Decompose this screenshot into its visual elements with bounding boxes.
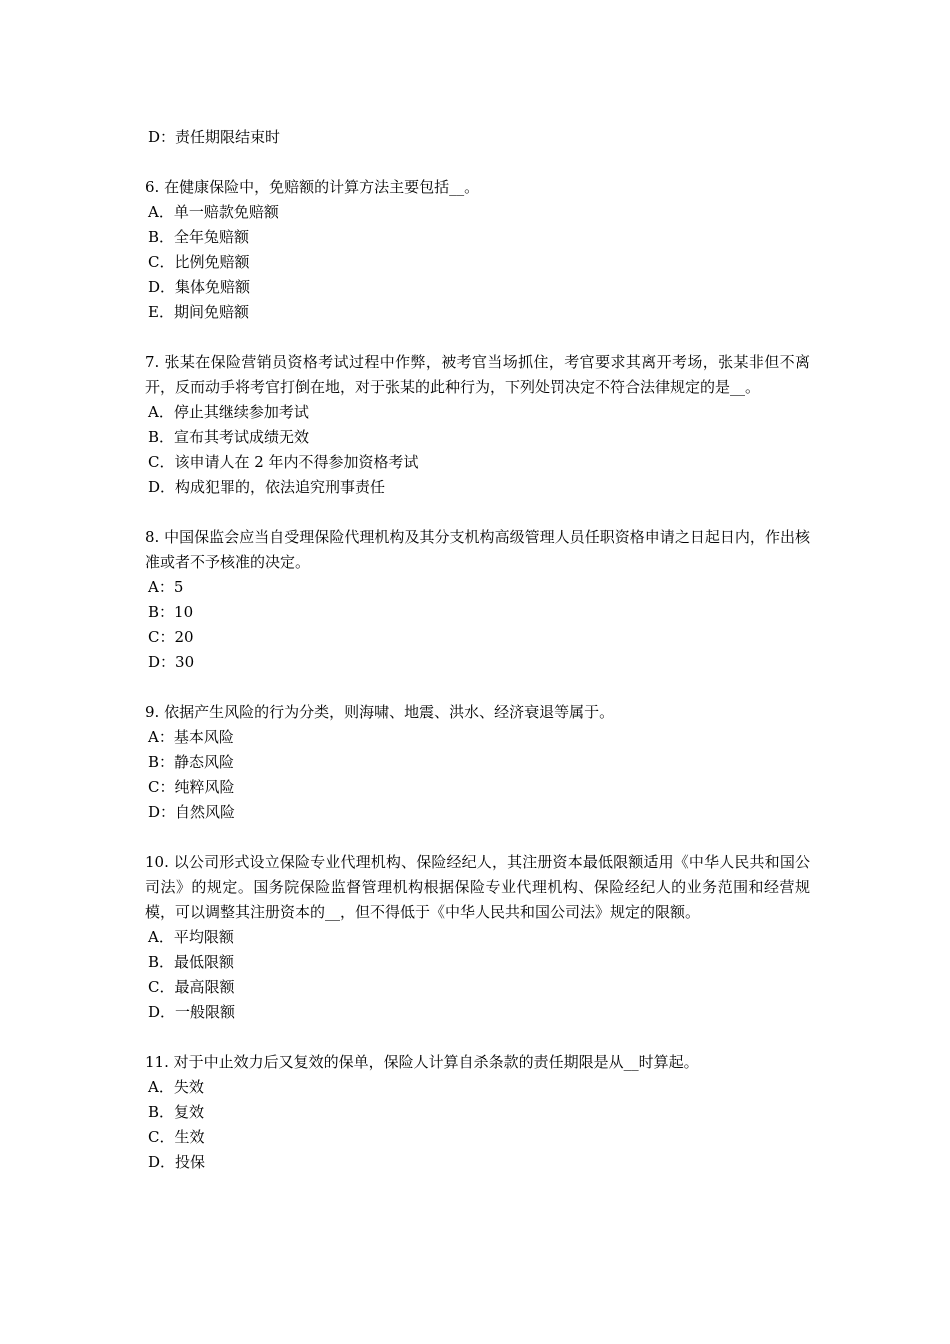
question-10	[145, 850, 810, 1025]
question-11	[145, 1050, 810, 1175]
option-d: D．投保	[148, 1153, 206, 1171]
option-b: B：静态风险	[148, 753, 235, 771]
option-b: B．全年兔赔额	[148, 228, 250, 246]
question-stem: 7. 张某在保险营销员资格考试过程中作弊，被考官当场抓住，考官要求其离开考场，张某非但不离开，反而动手将考官打倒在地，对于张某的此种行为，下列处罚决定不符合法律规定的是__。	[145, 353, 810, 396]
option-c: C：纯粹风险	[148, 778, 235, 796]
document-page	[145, 125, 810, 1175]
option-b: B．复效	[148, 1103, 205, 1121]
option-b: B．宣布其考试成绩无效	[148, 428, 310, 446]
option-a: A．失效	[148, 1078, 204, 1096]
question-stem: 10. 以公司形式设立保险专业代理机构、保险经纪人，其注册资本最低限额适用《中华人民共和国公司法》的规定。国务院保险监督管理机构根据保险专业代理机构、保险经纪人的业务范围和经营规模，可以调整其注册资本的__，但不得低于《中华人民共和国公司法》规定的限额。	[145, 853, 810, 921]
option-c: C：20	[148, 628, 194, 646]
question-9	[145, 700, 810, 825]
option-a: A：基本风险	[148, 728, 234, 746]
option-b: B：10	[148, 603, 194, 621]
option-c: C．最高限额	[148, 978, 235, 996]
question-8	[145, 525, 810, 675]
option-c: C．比例免赔额	[148, 253, 250, 271]
question-stem: 8. 中国保监会应当自受理保险代理机构及其分支机构高级管理人员任职资格申请之日起日内，作出核准或者不予核准的决定。	[145, 528, 810, 571]
option-d: D．构成犯罪的，依法追究刑事责任	[148, 478, 386, 496]
option-b: B．最低限额	[148, 953, 235, 971]
option-d: D．集体免赔额	[148, 278, 251, 296]
lead-option: D：责任期限结束时	[148, 128, 281, 146]
question-6	[145, 175, 810, 325]
question-7	[145, 350, 810, 500]
option-c: C．该申请人在 2 年内不得参加资格考试	[148, 453, 419, 471]
option-d: D：自然风险	[148, 803, 236, 821]
option-a: A：5	[148, 578, 184, 596]
option-d: D：30	[148, 653, 195, 671]
option-d: D．一般限额	[148, 1003, 236, 1021]
question-stem: 9. 依据产生风险的行为分类，则海啸、地震、洪水、经济衰退等属于。	[145, 703, 615, 721]
question-stem: 11. 对于中止效力后又复效的保单，保险人计算自杀条款的责任期限是从__时算起。	[145, 1053, 699, 1071]
option-c: C．生效	[148, 1128, 205, 1146]
option-e: E．期间免赔额	[148, 303, 249, 321]
option-a: A．单一赔款免赔额	[148, 203, 279, 221]
question-stem: 6. 在健康保险中，免赔额的计算方法主要包括__。	[145, 178, 480, 196]
option-a: A．停止其继续参加考试	[148, 403, 309, 421]
option-a: A．平均限额	[148, 928, 234, 946]
